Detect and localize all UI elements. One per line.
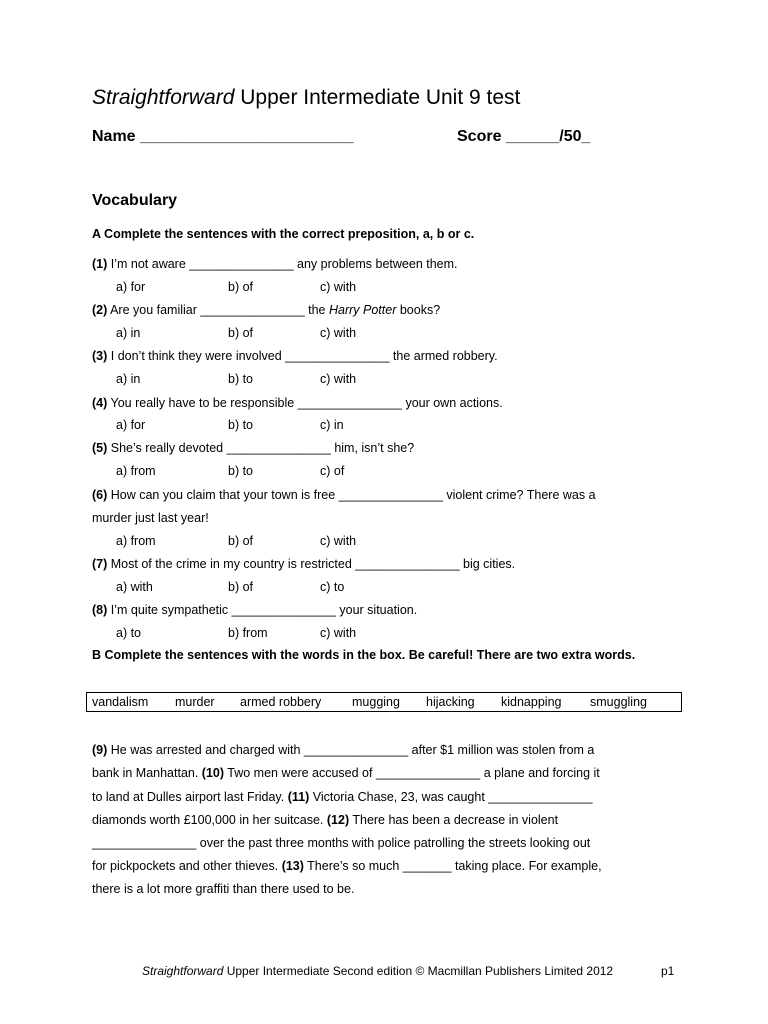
options-8: a) to b) from c) with (116, 626, 357, 640)
paragraph-line-2: bank in Manhattan. (10) Two men were accused of _______________ a plane and forcing it (92, 766, 600, 780)
part-a-instruction: A Complete the sentences with the correct preposition, a, b or c. (92, 227, 475, 241)
word-box (86, 692, 682, 712)
question-3: (3) I don’t think they were involved _______________ the armed robbery. (92, 349, 498, 363)
part-b-instruction: B Complete the sentences with the words in the box. Be careful! There are two extra words. (92, 648, 636, 662)
word-box-item: hijacking (426, 695, 475, 709)
score-field: Score ______/50_ (457, 128, 591, 145)
question-5: (5) She’s really devoted _______________ him, isn’t she? (92, 441, 415, 455)
question-7: (7) Most of the crime in my country is restricted _______________ big cities. (92, 557, 516, 571)
section-heading: Vocabulary (92, 192, 178, 209)
word-box-item: kidnapping (501, 695, 562, 709)
paragraph-line-1: (9) He was arrested and charged with _______________ after $1 million was stolen from a (92, 743, 595, 757)
word-box-item: murder (175, 695, 215, 709)
page-number: p1 (661, 964, 675, 978)
word-box-item: mugging (352, 695, 400, 709)
question-6: (6) How can you claim that your town is free _______________ violent crime? There was a (92, 488, 596, 502)
paragraph-line-7: there is a lot more graffiti than there used to be. (92, 882, 355, 896)
question-2: (2) Are you familiar _______________ the Harry Potter books? (92, 303, 441, 317)
word-box-item: smuggling (590, 695, 647, 709)
options-1: a) for b) of c) with (116, 280, 357, 294)
name-field: Name ________________________ (92, 128, 354, 145)
word-box-item: armed robbery (240, 695, 322, 709)
options-7: a) with b) of c) to (116, 580, 345, 594)
paragraph-line-4: diamonds worth £100,000 in her suitcase. (12) There has been a decrease in violent (92, 813, 559, 827)
options-6: a) from b) of c) with (116, 534, 357, 548)
paragraph-line-5: _______________ over the past three months with police patrolling the streets looking out (92, 836, 591, 850)
paragraph-line-3: to land at Dulles airport last Friday. (11) Victoria Chase, 23, was caught _______________ (92, 790, 593, 804)
question-4: (4) You really have to be responsible _______________ your own actions. (92, 396, 503, 410)
title-italic: Straightforward (92, 86, 235, 109)
options-3: a) in b) to c) with (116, 372, 357, 386)
question-1: (1) I’m not aware _______________ any problems between them. (92, 257, 458, 271)
options-5: a) from b) to c) of (116, 464, 345, 478)
paragraph-line-6: for pickpockets and other thieves. (13) There’s so much _______ taking place. For example, (92, 859, 602, 873)
question-6-continued: murder just last year! (92, 511, 209, 525)
footer-copyright: Straightforward Upper Intermediate Second edition © Macmillan Publishers Limited 2012 (142, 964, 614, 978)
title-rest: Upper Intermediate Unit 9 test (234, 86, 521, 109)
options-2: a) in b) of c) with (116, 326, 357, 340)
page-title (92, 86, 520, 110)
options-4: a) for b) to c) in (116, 418, 344, 432)
question-8: (8) I’m quite sympathetic _______________ your situation. (92, 603, 418, 617)
word-box-item: vandalism (92, 695, 149, 709)
